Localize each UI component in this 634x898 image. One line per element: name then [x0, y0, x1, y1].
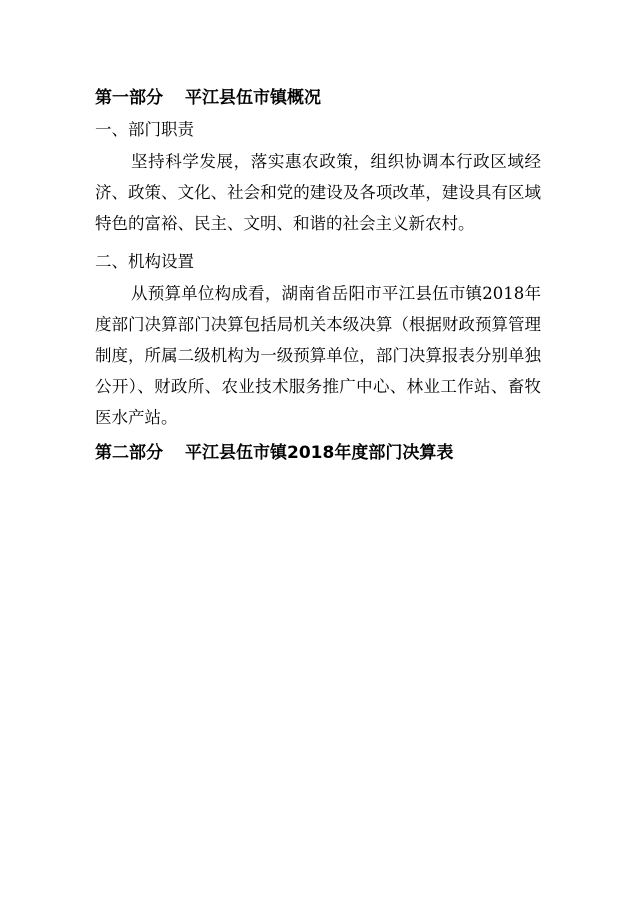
section1-heading: 一、部门职责: [95, 120, 194, 139]
section2-body: 从预算单位构成看，湖南省岳阳市平江县伍市镇2018年度部门决算部门决算包括局机关本级决算（根据财政预算管理制度，所属二级机构为一级预算单位，部门决算报表分别单独公开）、财政所、农业技术服务推广中心、林业工作站、畜牧医水产站。: [95, 284, 541, 427]
part1-label: 第一部分: [95, 88, 163, 108]
part1-heading: [95, 88, 321, 108]
section2-heading: 二、机构设置: [95, 252, 194, 271]
part2-heading: [95, 443, 453, 463]
part2-title: 平江县伍市镇2018年度部门决算表: [185, 443, 454, 463]
part1-title: 平江县伍市镇概况: [185, 88, 321, 108]
part2-label: 第二部分: [95, 443, 163, 463]
section1-body: 坚持科学发展，落实惠农政策，组织协调本行政区域经济、政策、文化、社会和党的建设及各项改革，建设具有区域特色的富裕、民主、文明、和谐的社会主义新农村。: [95, 152, 541, 233]
